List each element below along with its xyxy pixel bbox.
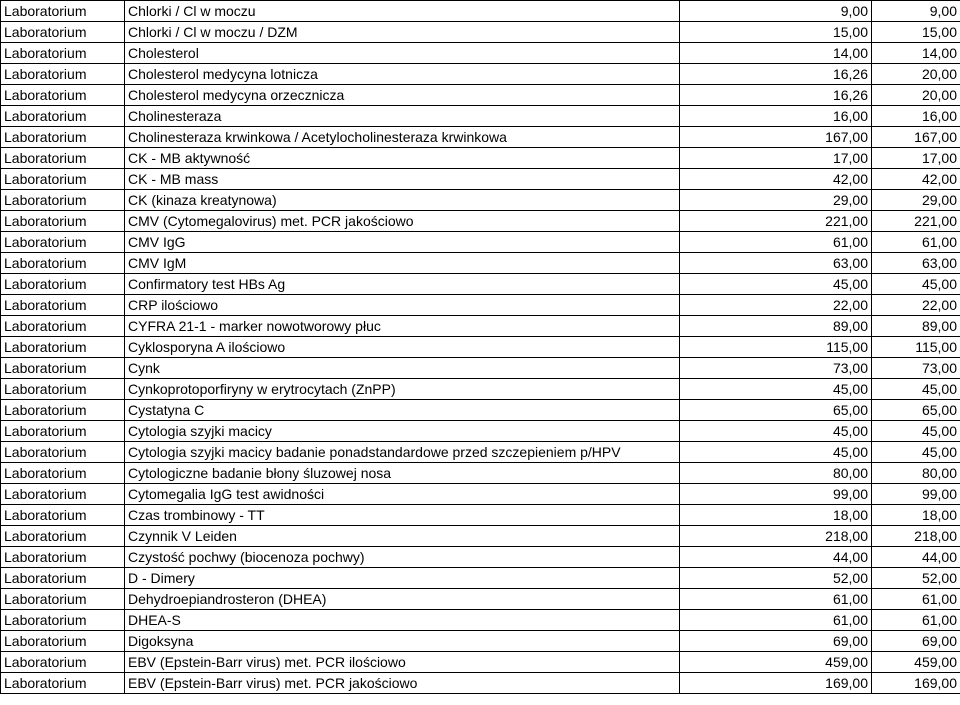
test-name-cell: Cyklosporyna A ilościowo — [125, 337, 680, 358]
price-cell: 221,00 — [680, 211, 872, 232]
test-name-cell: CMV (Cytomegalovirus) met. PCR jakościowo — [125, 211, 680, 232]
price-gross-cell: 115,00 — [872, 337, 960, 358]
price-cell: 45,00 — [680, 274, 872, 295]
table-row — [1, 190, 960, 211]
category-cell: Laboratorium — [1, 442, 125, 463]
table-row — [1, 547, 960, 568]
table-row — [1, 253, 960, 274]
category-cell: Laboratorium — [1, 316, 125, 337]
table-row — [1, 379, 960, 400]
test-name-cell: CMV IgM — [125, 253, 680, 274]
test-name-cell: CK (kinaza kreatynowa) — [125, 190, 680, 211]
test-name-cell: EBV (Epstein-Barr virus) met. PCR ilościowo — [125, 652, 680, 673]
category-cell: Laboratorium — [1, 589, 125, 610]
category-cell: Laboratorium — [1, 232, 125, 253]
category-cell: Laboratorium — [1, 484, 125, 505]
category-cell: Laboratorium — [1, 22, 125, 43]
test-name-cell: CK - MB mass — [125, 169, 680, 190]
price-gross-cell: 69,00 — [872, 631, 960, 652]
test-name-cell: Confirmatory test HBs Ag — [125, 274, 680, 295]
test-name-cell: CK - MB aktywność — [125, 148, 680, 169]
test-name-cell: DHEA-S — [125, 610, 680, 631]
test-name-cell: Cholinesteraza krwinkowa / Acetylocholinesteraza krwinkowa — [125, 127, 680, 148]
price-cell: 99,00 — [680, 484, 872, 505]
category-cell: Laboratorium — [1, 379, 125, 400]
test-name-cell: Cholinesteraza — [125, 106, 680, 127]
test-name-cell: Cytologia szyjki macicy — [125, 421, 680, 442]
price-gross-cell: 22,00 — [872, 295, 960, 316]
table-row — [1, 127, 960, 148]
price-cell: 29,00 — [680, 190, 872, 211]
price-cell: 52,00 — [680, 568, 872, 589]
price-cell: 16,00 — [680, 106, 872, 127]
price-gross-cell: 42,00 — [872, 169, 960, 190]
price-cell: 61,00 — [680, 610, 872, 631]
test-name-cell: Cytologia szyjki macicy badanie ponadstandardowe przed szczepieniem p/HPV — [125, 442, 680, 463]
table-row — [1, 64, 960, 85]
price-gross-cell: 61,00 — [872, 232, 960, 253]
price-gross-cell: 20,00 — [872, 64, 960, 85]
price-cell: 22,00 — [680, 295, 872, 316]
price-cell: 44,00 — [680, 547, 872, 568]
table-row — [1, 442, 960, 463]
price-cell: 65,00 — [680, 400, 872, 421]
price-cell: 45,00 — [680, 421, 872, 442]
table-row — [1, 211, 960, 232]
price-gross-cell: 15,00 — [872, 22, 960, 43]
table-row — [1, 337, 960, 358]
category-cell: Laboratorium — [1, 211, 125, 232]
price-gross-cell: 29,00 — [872, 190, 960, 211]
price-gross-cell: 99,00 — [872, 484, 960, 505]
test-name-cell: Chlorki / Cl w moczu — [125, 1, 680, 22]
price-gross-cell: 45,00 — [872, 379, 960, 400]
category-cell: Laboratorium — [1, 43, 125, 64]
price-cell: 63,00 — [680, 253, 872, 274]
price-gross-cell: 61,00 — [872, 610, 960, 631]
table-row — [1, 169, 960, 190]
category-cell: Laboratorium — [1, 127, 125, 148]
price-cell: 89,00 — [680, 316, 872, 337]
test-name-cell: Cholesterol — [125, 43, 680, 64]
price-gross-cell: 44,00 — [872, 547, 960, 568]
price-cell: 61,00 — [680, 232, 872, 253]
category-cell: Laboratorium — [1, 64, 125, 85]
table-row — [1, 463, 960, 484]
table-row — [1, 421, 960, 442]
table-row — [1, 610, 960, 631]
table-row — [1, 673, 960, 694]
price-cell: 61,00 — [680, 589, 872, 610]
table-row — [1, 400, 960, 421]
table-row — [1, 1, 960, 22]
category-cell: Laboratorium — [1, 631, 125, 652]
category-cell: Laboratorium — [1, 1, 125, 22]
price-gross-cell: 89,00 — [872, 316, 960, 337]
table-row — [1, 505, 960, 526]
price-cell: 16,26 — [680, 85, 872, 106]
category-cell: Laboratorium — [1, 85, 125, 106]
price-cell: 17,00 — [680, 148, 872, 169]
price-gross-cell: 73,00 — [872, 358, 960, 379]
price-cell: 169,00 — [680, 673, 872, 694]
category-cell: Laboratorium — [1, 169, 125, 190]
table-row — [1, 295, 960, 316]
test-name-cell: Cytologiczne badanie błony śluzowej nosa — [125, 463, 680, 484]
category-cell: Laboratorium — [1, 526, 125, 547]
test-name-cell: Cholesterol medycyna orzecznicza — [125, 85, 680, 106]
test-name-cell: Dehydroepiandrosteron (DHEA) — [125, 589, 680, 610]
category-cell: Laboratorium — [1, 568, 125, 589]
price-gross-cell: 80,00 — [872, 463, 960, 484]
price-gross-cell: 221,00 — [872, 211, 960, 232]
category-cell: Laboratorium — [1, 148, 125, 169]
table-row — [1, 274, 960, 295]
test-name-cell: Cytomegalia IgG test awidności — [125, 484, 680, 505]
price-cell: 18,00 — [680, 505, 872, 526]
price-cell: 42,00 — [680, 169, 872, 190]
price-gross-cell: 17,00 — [872, 148, 960, 169]
table-row — [1, 85, 960, 106]
price-gross-cell: 45,00 — [872, 442, 960, 463]
price-gross-cell: 9,00 — [872, 1, 960, 22]
price-gross-cell: 18,00 — [872, 505, 960, 526]
price-cell: 218,00 — [680, 526, 872, 547]
category-cell: Laboratorium — [1, 421, 125, 442]
price-cell: 9,00 — [680, 1, 872, 22]
test-name-cell: Czystość pochwy (biocenoza pochwy) — [125, 547, 680, 568]
price-cell: 80,00 — [680, 463, 872, 484]
test-name-cell: EBV (Epstein-Barr virus) met. PCR jakościowo — [125, 673, 680, 694]
price-cell: 45,00 — [680, 379, 872, 400]
test-name-cell: Czynnik V Leiden — [125, 526, 680, 547]
test-name-cell: D - Dimery — [125, 568, 680, 589]
table-row — [1, 148, 960, 169]
table-row — [1, 358, 960, 379]
table-row — [1, 484, 960, 505]
category-cell: Laboratorium — [1, 673, 125, 694]
price-cell: 115,00 — [680, 337, 872, 358]
table-row — [1, 43, 960, 64]
price-gross-cell: 14,00 — [872, 43, 960, 64]
price-gross-cell: 169,00 — [872, 673, 960, 694]
category-cell: Laboratorium — [1, 505, 125, 526]
test-name-cell: CYFRA 21-1 - marker nowotworowy płuc — [125, 316, 680, 337]
price-cell: 167,00 — [680, 127, 872, 148]
category-cell: Laboratorium — [1, 610, 125, 631]
price-table-body — [1, 1, 960, 694]
test-name-cell: Digoksyna — [125, 631, 680, 652]
price-gross-cell: 45,00 — [872, 274, 960, 295]
category-cell: Laboratorium — [1, 547, 125, 568]
test-name-cell: Cynk — [125, 358, 680, 379]
price-gross-cell: 65,00 — [872, 400, 960, 421]
test-name-cell: Chlorki / Cl w moczu / DZM — [125, 22, 680, 43]
category-cell: Laboratorium — [1, 274, 125, 295]
table-row — [1, 232, 960, 253]
price-cell: 15,00 — [680, 22, 872, 43]
test-name-cell: Cynkoprotoporfiryny w erytrocytach (ZnPP) — [125, 379, 680, 400]
table-row — [1, 631, 960, 652]
table-row — [1, 589, 960, 610]
price-gross-cell: 218,00 — [872, 526, 960, 547]
price-cell: 45,00 — [680, 442, 872, 463]
price-gross-cell: 52,00 — [872, 568, 960, 589]
test-name-cell: Cholesterol medycyna lotnicza — [125, 64, 680, 85]
price-cell: 69,00 — [680, 631, 872, 652]
test-name-cell: CMV IgG — [125, 232, 680, 253]
price-cell: 16,26 — [680, 64, 872, 85]
price-cell: 459,00 — [680, 652, 872, 673]
table-row — [1, 106, 960, 127]
test-name-cell: Czas trombinowy - TT — [125, 505, 680, 526]
table-row — [1, 316, 960, 337]
price-gross-cell: 61,00 — [872, 589, 960, 610]
table-row — [1, 568, 960, 589]
price-cell: 73,00 — [680, 358, 872, 379]
price-gross-cell: 167,00 — [872, 127, 960, 148]
test-name-cell: CRP ilościowo — [125, 295, 680, 316]
category-cell: Laboratorium — [1, 400, 125, 421]
price-cell: 14,00 — [680, 43, 872, 64]
price-gross-cell: 16,00 — [872, 106, 960, 127]
table-row — [1, 526, 960, 547]
category-cell: Laboratorium — [1, 253, 125, 274]
price-gross-cell: 459,00 — [872, 652, 960, 673]
category-cell: Laboratorium — [1, 190, 125, 211]
price-gross-cell: 63,00 — [872, 253, 960, 274]
category-cell: Laboratorium — [1, 358, 125, 379]
table-row — [1, 652, 960, 673]
test-name-cell: Cystatyna C — [125, 400, 680, 421]
category-cell: Laboratorium — [1, 652, 125, 673]
category-cell: Laboratorium — [1, 295, 125, 316]
category-cell: Laboratorium — [1, 337, 125, 358]
price-gross-cell: 45,00 — [872, 421, 960, 442]
price-gross-cell: 20,00 — [872, 85, 960, 106]
category-cell: Laboratorium — [1, 106, 125, 127]
category-cell: Laboratorium — [1, 463, 125, 484]
table-row — [1, 22, 960, 43]
